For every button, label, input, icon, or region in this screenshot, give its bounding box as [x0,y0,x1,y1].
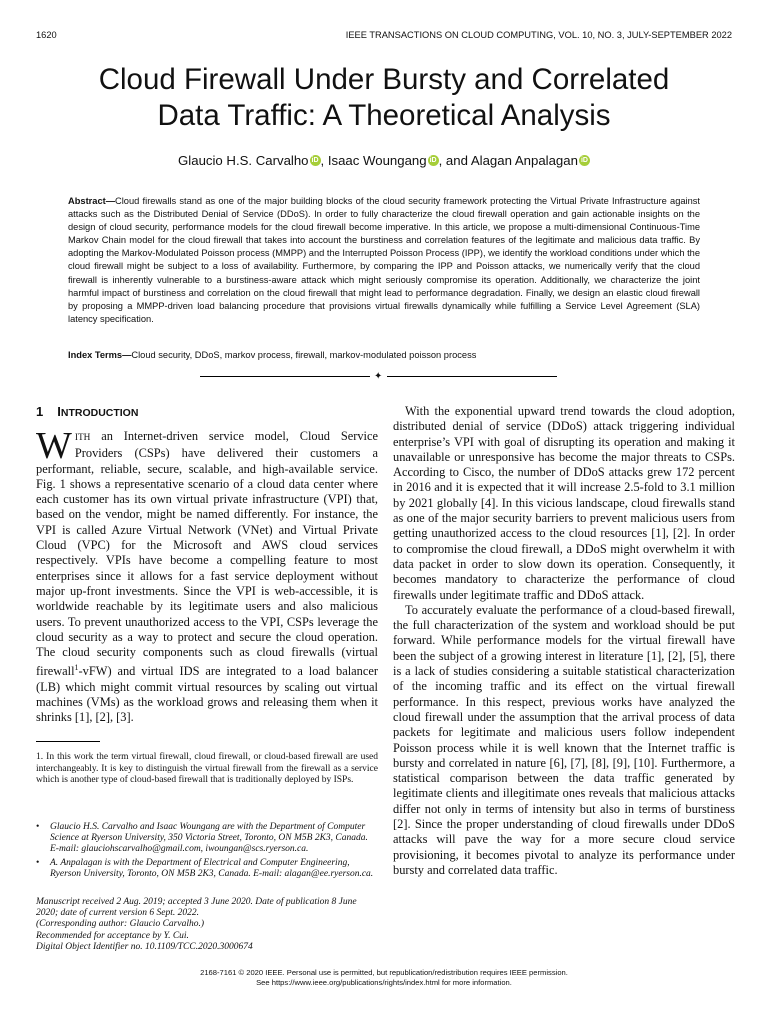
page-number: 1620 [36,30,57,40]
title-line-1: Cloud Firewall Under Bursty and Correlated [98,63,670,96]
section-title-initial: I [57,404,61,419]
body-paragraph: With the exponential upward trend towards the cloud adoption, distributed denial of service (DDoS) attack triggering individual enterprise’s VPI with goal of disrupting its operation and making it unavailable or unresponsive has become the major threats to CSPs. According to Cisco, the number of DDoS attacks grew 172 percent in 2016 and it is expected that it will increase 2.5-fold to 3.1 million by 2021 globally [4]. In this vicious landscape, cloud firewalls stand as one of the major security barriers to prevent malicious users from getting unauthorized access to the cloud resources [1], [2]. In order to compromise the cloud firewall, a DDoS might overwhelm it with data packet in order to slow down its operation. Consequently, it becomes mandatory to characterize the performance of cloud firewalls under legitimate traffic and DDoS attack. [393,404,735,602]
section-number: 1 [36,404,44,419]
author-name: Glaucio H.S. Carvalho [178,153,309,168]
manuscript-dates: Manuscript received 2 Aug. 2019; accepted 3 June 2020. Date of publication 8 June 2020; date of current version 6 Sept. 2022. [36,897,357,919]
footnote-reference[interactable]: 1 [74,663,79,673]
paragraph-text: an Internet-driven service model, Cloud Service Providers (CSPs) have delivered their customers a performant, reliable, secure, scalable, and high-available service. Fig. 1 shows a representative scenario of a cloud data center where each customer has its own virtual private infrastructure (VPI) that, based on the vendor, might be named differently. For instance, the VPI is called Azure Virtual Network (VNet) and Virtual Private Cloud (VPC) for the Microsoft and AWS cloud services respectively. VPIs have become a compelling feature to most enterprises since it allows for a fast service deployment without major up-front investments. Since the VPI is web-accessible, it is worldwide reachable by its legitimate users and also malicious users. To prevent unauthorized access to the VPI, CSPs leverage the cloud security as a way to protect and secure the cloud operation. The cloud security components such as cloud firewalls (virtual firewall [36,429,378,679]
abstract-text: Cloud firewalls stand as one of the major building blocks of the cloud security framework protecting the Virtual Private Infrastructure against attacks such as the Distributed Denial of Service (DDoS). In order to fully characterize the cloud firewall operation and gain actionable insights on the design of cloud security, performance models for the cloud firewall become imperative. In this article, we propose a multi-dimensional Continuous-Time Markov Chain model for the cloud firewall that takes into account the burstiness and correlation features of the legitimate and malicious data traffic. By adopting the Markov-Modulated Poisson process (MMPP) and the Interrupted Poisson Process (IPP), we identify the workload conditions under which the cloud firewall might be subject to a loss of availability. Furthermore, by comparing the IPP and Poisson attacks, we numerically verify that the cloud firewall is inherently vulnerable to a burstiness-aware attack which might seriously compromise its operation. Additionally, we characterize the joint harmful impact of burstiness and correlation on the cloud firewall that might lead to performance degradation. Finally, we design an elastic cloud firewall by proposing a MMPP-driven load balancing procedure that provisions virtual firewalls dynamically while fulfilling a Service Level Agreement (SLA) latency specification. [68,196,700,324]
copyright-line: 2168-7161 © 2020 IEEE. Personal use is permitted, but republication/redistribution requires IEEE permission. [200,968,568,977]
orcid-icon[interactable]: iD [429,157,437,164]
recommended-by: Recommended for acceptance by Y. Cui. [36,930,189,941]
author-list: Glaucio H.S. Carvalho iD , Isaac Woungang iD , and Alagan Anpalagan iD [178,153,588,168]
manuscript-info [36,897,378,953]
copyright-notice [0,968,768,987]
section-divider [200,371,557,383]
rights-link[interactable]: See https://www.ieee.org/publications/rights/index.html for more information. [256,977,512,987]
left-column [36,404,378,726]
affiliation-list [36,822,378,882]
author-name: Isaac Woungang [327,153,427,168]
paper-title [40,62,728,134]
running-head [36,30,732,44]
affiliation-item: • Glaucio H.S. Carvalho and Isaac Woungang are with the Department of Computer Science at Ryerson University, 350 Victoria Street, Toronto, ON M5B 2K3, Canada. E-mail: glauciohscarvalho@gmail.com, iwoungan@scs.ryerson.ca. [36,822,378,856]
divider-diamond-icon: ✦ [374,371,383,382]
journal-name: IEEE TRANSACTIONS ON CLOUD COMPUTING, VOL. 10, NO. 3, JULY-SEPTEMBER 2022 [345,30,732,40]
paragraph-text: -vFW) and virtual IDS are integrated to a load balancer (LB) which might commit virtual resources by scaling out virtual machines (VMs) as the workload grows and releasing them when it shrinks [1], [2], [3]. [36,664,378,725]
index-terms-label: Index Terms— [68,350,132,360]
small-caps-lead: ITH [74,433,91,443]
author-conjunction: and [445,153,468,168]
footnote: 1. In this work the term virtual firewall, cloud firewall, or cloud-based firewall are used interchangeably. It is key to distinguish the virtual firewall from the firewall as a service which is another type of cloud-based firewall that is traditionally deployed by ISPs. [36,752,378,786]
divider-line [200,376,370,377]
orcid-icon[interactable]: iD [311,157,319,164]
divider-line [387,376,557,377]
intro-paragraph [36,425,378,726]
corresponding-author: (Corresponding author: Glaucio Carvalho.) [36,919,205,930]
index-terms-text: Cloud security, DDoS, markov process, firewall, markov-modulated poisson process [131,350,477,360]
title-line-2: Data Traffic: A Theoretical Analysis [157,99,611,132]
author-name: Alagan Anpalagan [470,153,578,168]
footnote-rule [36,741,100,742]
section-title-rest: NTRODUCTION [60,407,139,419]
orcid-icon[interactable]: iD [580,157,588,164]
abstract-label: Abstract— [68,196,116,206]
abstract [68,195,700,326]
right-column [393,404,735,878]
drop-cap: W [36,425,72,467]
index-terms [68,349,700,362]
body-paragraph: To accurately evaluate the performance of a cloud-based firewall, the full characterization of the system and workload should be put forward. While performance models for the virtual firewall have been the subject of a growing interest in literature [1], [2], [5], there is a lack of studies considering a suitable statistical characterization of the incoming traffic and its effect on the virtual firewall performance. In this respect, previous works have analyzed the cloud firewall under the assumption that the arrival process of data packets for legitimate and malicious users follow independent Poisson process while it is well known that the Internet traffic is bursty and correlated in nature [6], [7], [8], [9], [10]. Furthermore, a statistical comparison between the data traffic generated by legitimate clients and illegitimate ones reveals that malicious attacks differ not only in terms of intensity but also in terms of burstiness [2]. Since the proper understanding of cloud firewalls under DDoS attacks will pave the way for a more secure cloud service provisioning, it becomes pivotal to analyze its performance under bursty and correlated data traffic. [393,602,735,877]
section-heading [36,404,378,420]
affiliation-item: • A. Anpalagan is with the Department of Electrical and Computer Engineering, Ryerson University, Toronto, ON M5B 2K3, Canada. E-mail: alagan@ee.ryerson.ca. [36,858,378,880]
doi[interactable]: Digital Object Identifier no. 10.1109/TCC.2020.3000674 [36,941,253,952]
